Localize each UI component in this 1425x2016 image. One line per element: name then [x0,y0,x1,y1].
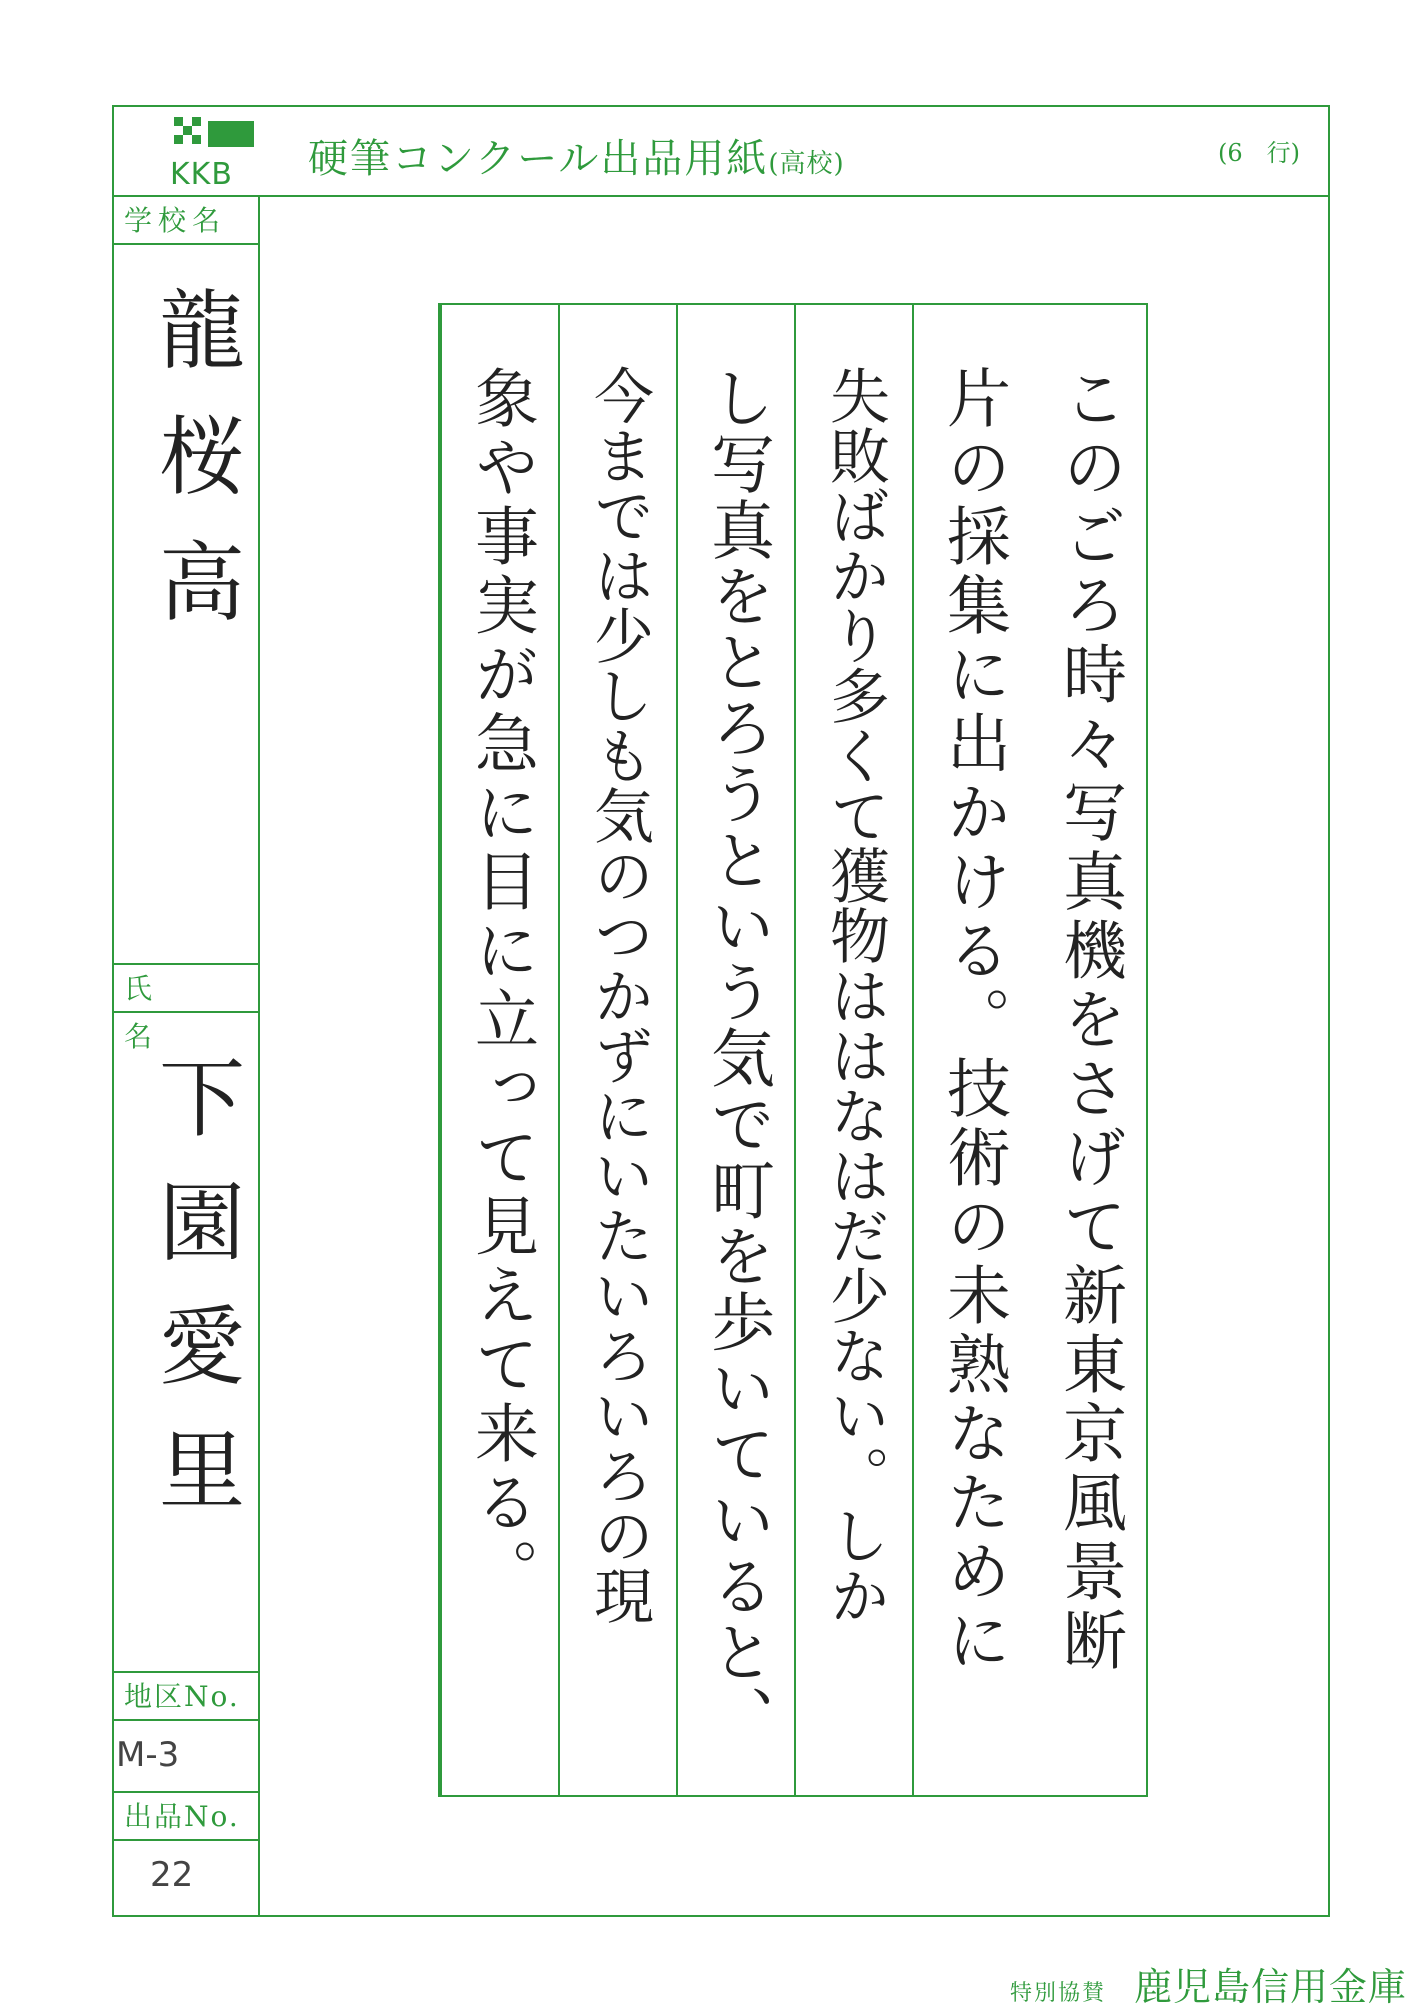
column-text: し写真をとろうという気で町を歩いていると、 [700,365,774,1751]
entry-value: 22 [150,1855,194,1895]
student-name: 下園愛里 [144,1053,244,1549]
column-text: このごろ時々写真機をさげて新東京風景断 [1052,365,1126,1676]
district-label: 地区No. [112,1673,258,1721]
column-text: 片の採集に出かける。技術の未熟なために [936,365,1010,1676]
name-box [112,1013,258,1673]
writing-column [676,305,794,1795]
writing-column [440,305,558,1795]
kkb-logo [170,113,262,191]
name-label: 氏 名 [112,965,258,1013]
column-text: 今までは少しも気のつかずにいたいろいろの現 [584,365,654,1625]
sponsor-name: 鹿児島信用金庫 [1133,1965,1407,2009]
school-box [112,245,258,965]
school-name: 龍桜高 [144,285,244,663]
entry-label: 出品No. [112,1793,258,1841]
sponsor [1010,1956,1407,2011]
entry-box [112,1841,258,1915]
writing-area [438,303,1148,1797]
form-header [112,105,1330,197]
lines-count: (6 行) [1218,139,1300,167]
writing-column [912,305,1030,1795]
title-suffix: (高校) [768,149,845,179]
form-title [308,127,845,184]
column-text: 象や事実が急に目に立って見えて来る。 [464,365,538,1607]
writing-column [558,305,676,1795]
sidebar [112,197,260,1917]
district-value: M-3 [116,1735,180,1775]
district-box [112,1721,258,1793]
sponsor-label: 特別協賛 [1009,1981,1106,2006]
school-label: 学校名 [112,197,258,245]
logo-text: KKB [170,157,233,192]
column-text: 失敗ばかり多くて獲物ははなはだ少ない。しか [820,365,890,1625]
writing-column [794,305,912,1795]
title-text: 硬筆コンクール出品用紙 [308,136,769,182]
writing-column [1030,305,1148,1795]
